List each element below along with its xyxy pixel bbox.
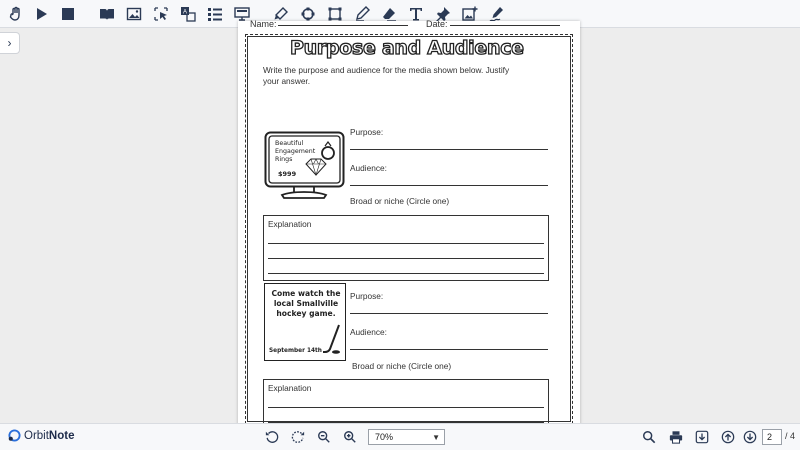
- explanation-label-1: Explanation: [268, 219, 312, 229]
- purpose-label-2: Purpose:: [350, 291, 384, 301]
- chevron-down-icon: ▼: [432, 433, 440, 442]
- bottom-bar: [0, 423, 800, 450]
- ring-ad-text: Beautiful Engagement Rings: [275, 140, 316, 163]
- brand-logo: [8, 429, 74, 442]
- audience-label-1: Audience:: [350, 163, 387, 173]
- broad-niche-label-2: Broad or niche (Circle one): [352, 361, 452, 371]
- page-total-label: / 4: [785, 431, 796, 441]
- date-line: [450, 25, 560, 26]
- audience-line-2: [350, 349, 548, 350]
- play-icon[interactable]: [31, 4, 51, 24]
- date-label: Date:: [426, 19, 448, 29]
- document-viewer[interactable]: [0, 19, 800, 423]
- explanation-line: [268, 243, 544, 244]
- name-line: [278, 25, 408, 26]
- next-page-icon[interactable]: [742, 429, 758, 445]
- rotate-right-icon[interactable]: [290, 429, 306, 445]
- brand-name: OrbitNote: [24, 429, 75, 442]
- hockey-ad-date: September 14th: [269, 348, 322, 354]
- book-icon[interactable]: [97, 4, 117, 24]
- list-icon[interactable]: [205, 4, 225, 24]
- zoom-level-select[interactable]: 70% ▼: [368, 429, 445, 445]
- name-label: Name:: [250, 19, 277, 29]
- worksheet-title: Purpose and Audience: [290, 37, 524, 59]
- page-number-input[interactable]: 2: [762, 429, 782, 445]
- rotate-left-icon[interactable]: [264, 429, 280, 445]
- hockey-ad-poster: [264, 283, 346, 361]
- explanation-box-1: [263, 215, 549, 281]
- instructions-text: Write the purpose and audience for the media shown below. Justify your answer.: [263, 65, 510, 86]
- stop-icon[interactable]: [58, 4, 78, 24]
- worksheet-page: [238, 21, 580, 431]
- tv-ad-illustration: [264, 131, 348, 208]
- image-icon[interactable]: [124, 4, 144, 24]
- previous-page-icon[interactable]: [720, 429, 736, 445]
- orbitnote-logo-icon: [8, 429, 21, 442]
- purpose-line-1: [350, 149, 548, 150]
- ring-ad-price: $999: [278, 170, 297, 178]
- print-icon[interactable]: [668, 429, 684, 445]
- audience-label-2: Audience:: [350, 327, 387, 337]
- explanation-line: [268, 407, 544, 408]
- translate-icon[interactable]: [178, 4, 198, 24]
- purpose-line-2: [350, 313, 548, 314]
- audience-line-1: [350, 185, 548, 186]
- purpose-label-1: Purpose:: [350, 127, 384, 137]
- hand-tool-icon[interactable]: [6, 4, 26, 24]
- explanation-label-2: Explanation: [268, 383, 312, 393]
- chevron-right-icon: ›: [7, 36, 12, 50]
- explanation-line: [268, 273, 544, 274]
- svg-text:A: A: [183, 9, 188, 16]
- hockey-stick-icon: [322, 324, 344, 356]
- broad-niche-label-1: Broad or niche (Circle one): [350, 196, 450, 206]
- download-icon[interactable]: [694, 429, 710, 445]
- search-icon[interactable]: [641, 429, 657, 445]
- zoom-out-icon[interactable]: [316, 429, 332, 445]
- hockey-ad-text: Come watch the local Smallville hockey game.: [271, 289, 341, 318]
- zoom-in-icon[interactable]: [342, 429, 358, 445]
- sidebar-toggle-button[interactable]: [0, 32, 20, 54]
- explanation-line: [268, 258, 544, 259]
- select-tool-icon[interactable]: [151, 4, 171, 24]
